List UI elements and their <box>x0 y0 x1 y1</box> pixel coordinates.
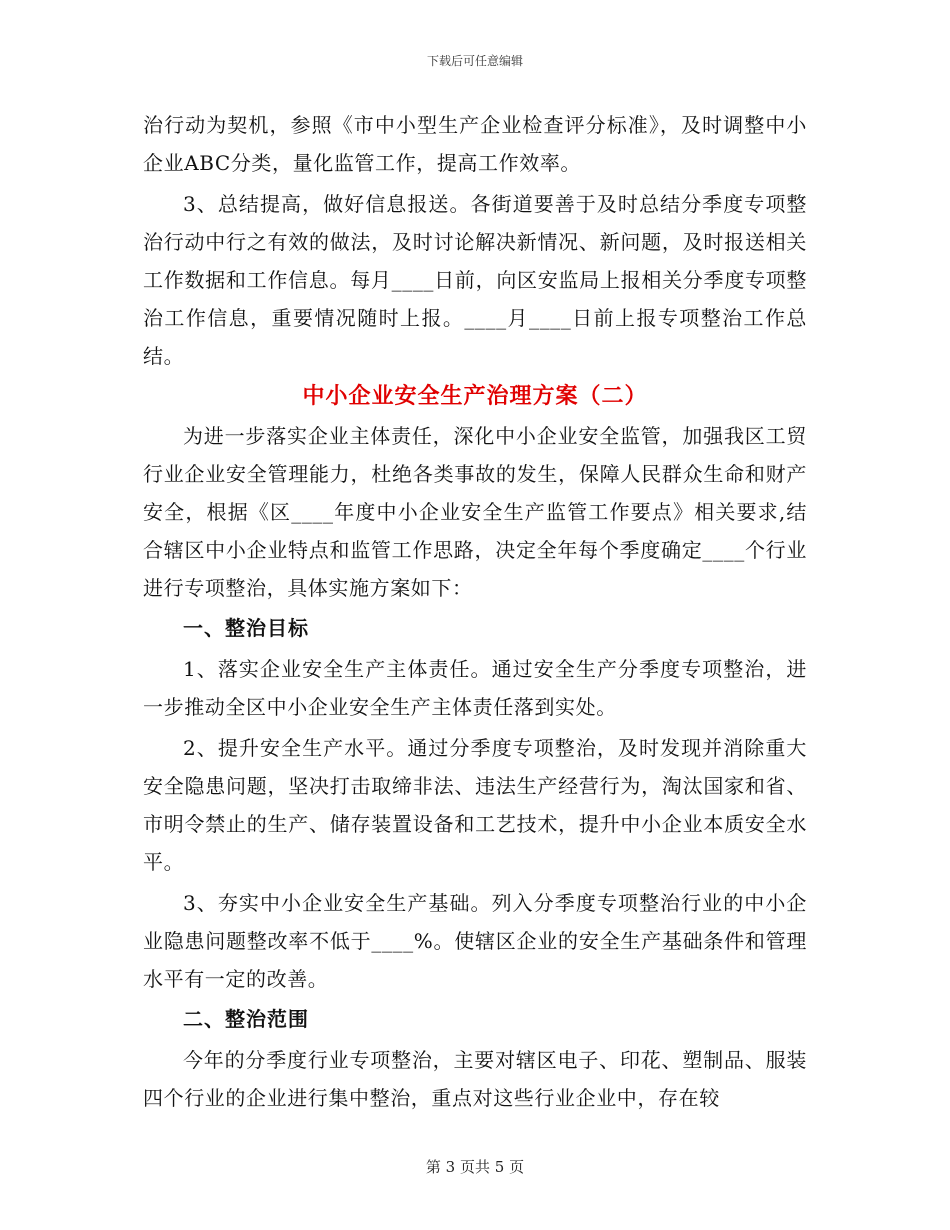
heading-goals: 一、整治目标 <box>183 616 309 640</box>
paragraph-goal-2: 2、提升安全生产水平。通过分季度专项整治，及时发现并消除重大安全隐患问题，坚决打击取缔非法、违法生产经营行为，淘汰国家和省、市明令禁止的生产、储存装置设备和工艺技术，提升中小企业本质安全水平。 <box>143 736 807 874</box>
page-header: 下载后可任意编辑 <box>426 54 523 68</box>
document-body <box>143 106 807 1117</box>
paragraph-intro: 为进一步落实企业主体责任，深化中小企业安全监管，加强我区工贸行业企业安全管理能力，杜绝各类事故的发生，保障人民群众生命和财产安全，根据《区____年度中小企业安全生产监管工作要点》相关要求,结合辖区中小企业特点和监管工作思路，决定全年每个季度确定____个行业进行专项整治，具体实施方案如下： <box>143 424 807 600</box>
paragraph-goal-1: 1、落实企业安全生产主体责任。通过安全生产分季度专项整治，进一步推动全区中小企业安全生产主体责任落到实处。 <box>143 657 807 719</box>
page-footer: 第 3 页共 5 页 <box>425 1158 525 1176</box>
section-title: 中小企业安全生产治理方案（二） <box>302 383 648 409</box>
heading-scope: 二、整治范围 <box>183 1007 309 1031</box>
paragraph-scope: 今年的分季度行业专项整治，主要对辖区电子、印花、塑制品、服装四个行业的企业进行集中整治，重点对这些行业企业中，存在较 <box>143 1048 807 1110</box>
paragraph-continued: 治行动为契机，参照《市中小型生产企业检查评分标准》，及时调整中小企业ABC分类，量化监管工作，提高工作效率。 <box>143 113 807 175</box>
paragraph-goal-3: 3、夯实中小企业安全生产基础。列入分季度专项整治行业的中小企业隐患问题整改率不低于____%。使辖区企业的安全生产基础条件和管理水平有一定的改善。 <box>143 891 807 991</box>
paragraph-summary-reporting: 3、总结提高，做好信息报送。各街道要善于及时总结分季度专项整治行动中行之有效的做法，及时讨论解决新情况、新问题，及时报送相关工作数据和工作信息。每月____日前，向区安监局上报相关分季度专项整治工作信息，重要情况随时上报。____月____日前上报专项整治工作总结。 <box>143 192 807 368</box>
